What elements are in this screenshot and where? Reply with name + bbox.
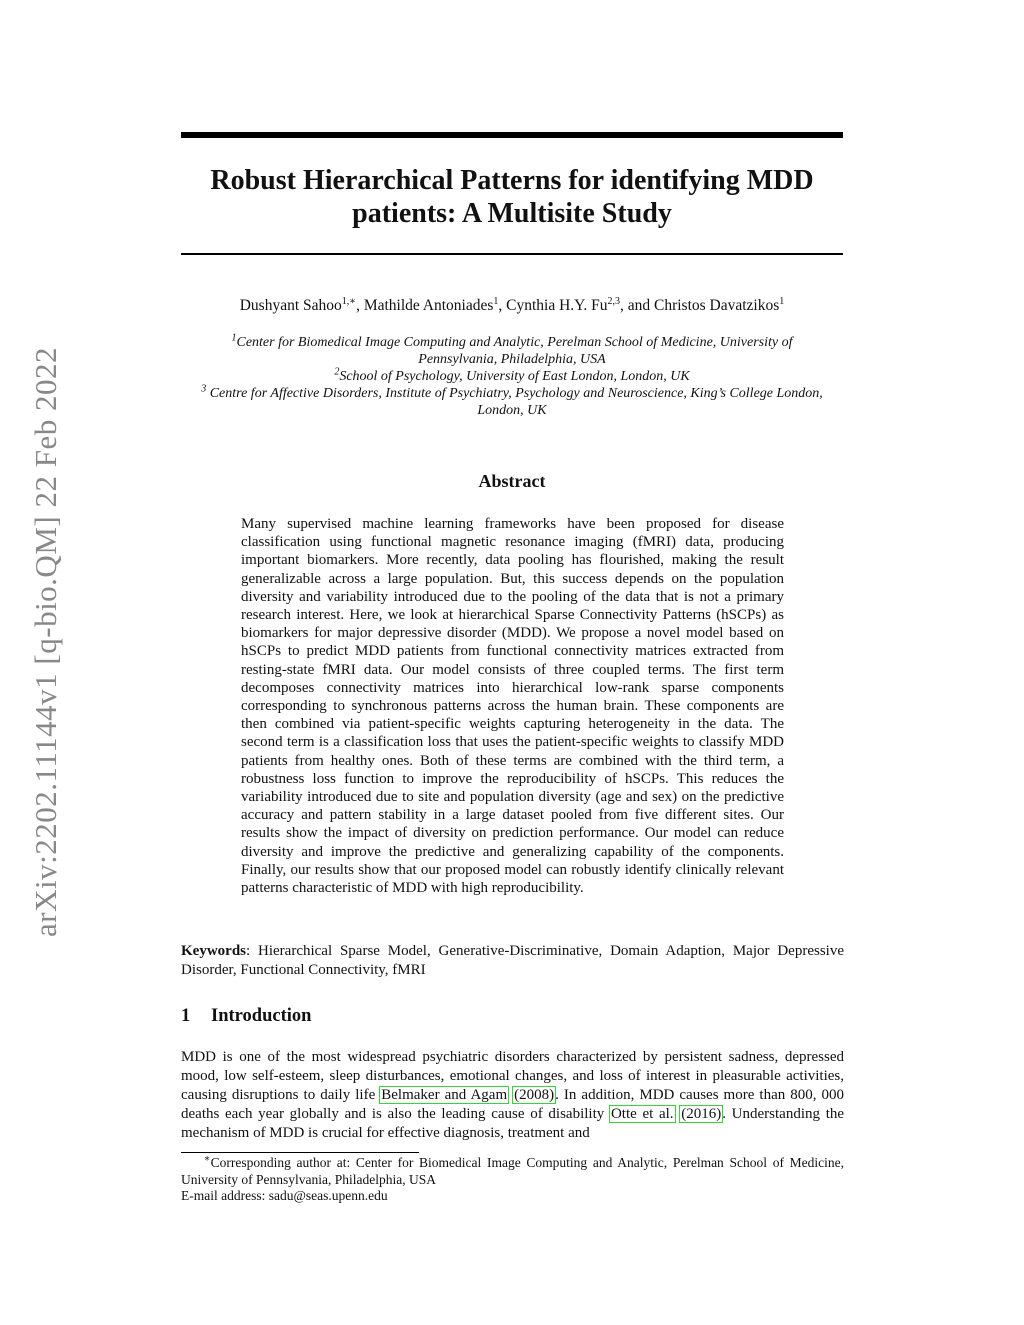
body-text: MDD is one of the most widespread psychiatric disorders characterized by persistent sadness, depressed mood, low self-esteem, sleep disturbances, emotional changes, and loss of interest in pleasurable activities, causing disruptions to daily life: [181, 1049, 844, 1103]
footnote-text: [181, 1155, 844, 1188]
footnote-body: Corresponding author at: Center for Biomedical Image Computing and Analytic, Perelman School of Medicine, University of Pennsylvania, Philadelphia, USA: [181, 1155, 844, 1187]
footnote-email: E-mail address: sadu@seas.upenn.edu: [181, 1188, 388, 1203]
body-text: . Understanding the mechanism of MDD is crucial for effective diagnosis, treatment and: [181, 1106, 845, 1141]
author-name: Dushyant Sahoo: [239, 297, 342, 314]
affiliation-text: Center for Biomedical Image Computing and Analytic, Perelman School of Medicine, University of: [236, 335, 793, 350]
author-affiliation-mark: 1: [493, 295, 499, 307]
title-bottom-rule: [181, 253, 843, 255]
citation-year-link[interactable]: (2008): [514, 1087, 555, 1103]
abstract-heading: Abstract: [478, 471, 546, 491]
body-text: . In addition, MDD causes more than 800, 000 deaths each year globally and is also the leading cause of disability: [181, 1087, 845, 1122]
keywords-paragraph: [181, 942, 844, 980]
author-name: , Mathilde Antoniades: [356, 297, 494, 314]
keywords-label: Keywords: [181, 943, 246, 959]
affiliation-3: [170, 385, 854, 402]
citation-year-link[interactable]: (2016): [681, 1106, 722, 1122]
affiliation-text: School of Psychology, University of East London, London, UK: [339, 369, 690, 384]
citation-link[interactable]: Otte et al.: [610, 1106, 674, 1122]
author-name: , Cynthia H.Y. Fu: [498, 297, 608, 314]
affiliation-text: Centre for Affective Disorders, Institute of Psychiatry, Psychology and Neuroscience, King’s College London,: [209, 386, 823, 401]
section-number: 1: [181, 1006, 191, 1026]
author-list: [181, 296, 843, 316]
affiliation-mark: 2: [334, 366, 340, 378]
title-line-2: patients: A Multisite Study: [352, 198, 672, 229]
paper-title: [181, 164, 843, 230]
footnote: [181, 1155, 844, 1205]
arxiv-identifier: arXiv:2202.11144v1 [q-bio.QM] 22 Feb 2022: [28, 347, 63, 937]
affiliation-mark: 1: [231, 332, 237, 344]
citation-link[interactable]: Belmaker and Agam: [381, 1087, 508, 1103]
introduction-paragraph: [181, 1048, 844, 1143]
arxiv-identifier-stamp: [0, 0, 80, 1325]
author-affiliation-mark: 1: [779, 295, 785, 307]
affiliation-1-continued: Pennsylvania, Philadelphia, USA: [418, 352, 606, 367]
title-top-rule: [181, 132, 843, 138]
footnote-mark: ∗: [203, 1153, 211, 1165]
author-affiliation-mark: 1,∗: [341, 295, 357, 307]
title-line-1: Robust Hierarchical Patterns for identifying MDD: [210, 165, 814, 196]
affiliation-3-continued: London, UK: [477, 403, 547, 418]
author-name: , and Christos Davatzikos: [619, 297, 780, 314]
section-heading: [181, 1006, 311, 1027]
section-title: Introduction: [211, 1006, 312, 1026]
keywords-text: : Hierarchical Sparse Model, Generative-Discriminative, Domain Adaption, Major Depressive Disorder, Functional Connectivity, fMRI: [181, 943, 844, 978]
footnote-rule: [181, 1152, 419, 1153]
affiliation-list: [170, 334, 854, 419]
author-affiliation-mark: 2,3: [607, 295, 620, 307]
affiliation-mark: 3: [201, 383, 207, 395]
abstract-text: Many supervised machine learning frameworks have been proposed for disease classification using functional magnetic resonance imaging (fMRI) data, producing important biomarkers. More recently, data pooling has flourished, making the result generalizable across a large population. But, this success depends on the population diversity and variability introduced due to the pooling of the data that is not a primary research interest. Here, we look at hierarchical Sparse Connectivity Patterns (hSCPs) as biomarkers for major depressive disorder (MDD). We propose a novel model based on hSCPs to predict MDD patients from functional connectivity matrices extracted from resting-state fMRI data. Our model consists of three coupled terms. The first term decomposes connectivity matrices into hierarchical low-rank sparse components corresponding to synchronous patterns across the human brain. These components are then combined via patient-specific weights capturing heterogeneity in the data. The second term is a classification loss that uses the patient-specific weights to classify MDD patients from healthy ones. Both of these terms are combined with the third term, a robustness loss function to improve the reproducibility of hSCPs. This reduces the variability introduced due to site and population diversity (age and sex) on the predictive accuracy and pattern stability in a large dataset pooled from five different sites. Our results show the impact of diversity on prediction performance. Our model can reduce diversity and improve the predictive and generalizing capability of the components. Finally, our results show that our proposed model can robustly identify clinically relevant patterns characteristic of MDD with high reproducibility.: [241, 516, 784, 897]
affiliation-1: [170, 334, 854, 351]
affiliation-2: [170, 368, 854, 385]
